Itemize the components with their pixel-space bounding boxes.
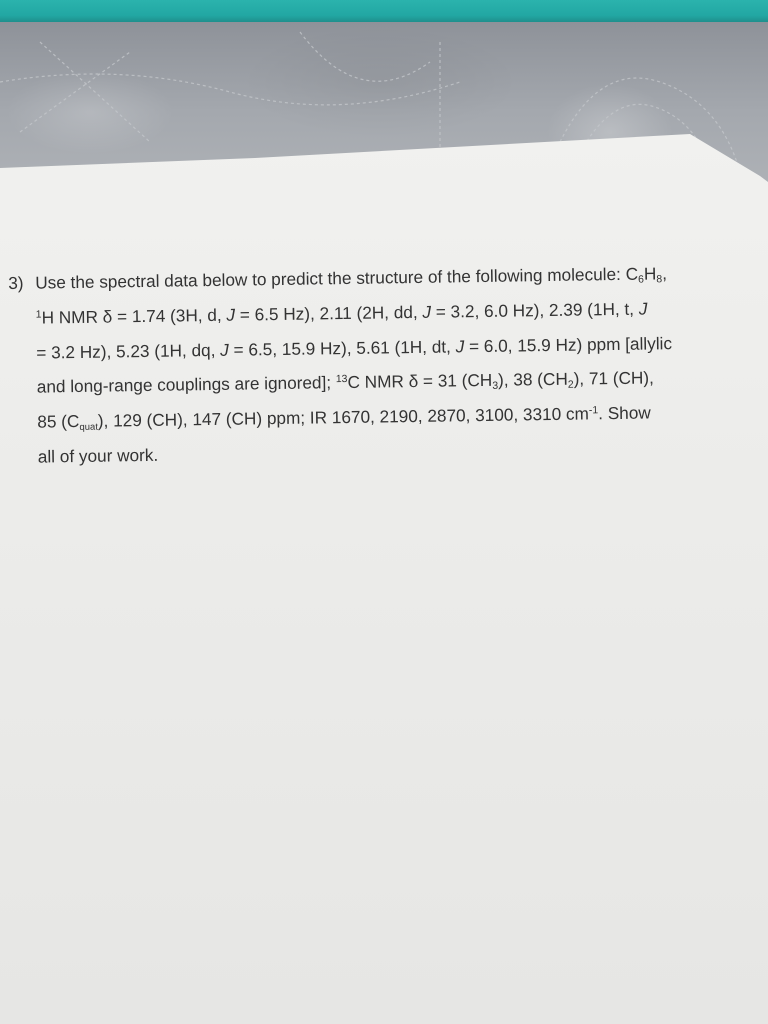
text-segment: C NMR δ = 31 (CH bbox=[347, 370, 493, 393]
text-segment: ), 71 (CH), bbox=[573, 367, 654, 390]
text-segment: and long-range couplings are ignored]; bbox=[36, 372, 336, 397]
subscript: 6 bbox=[638, 273, 645, 286]
text-segment: = 3.2 Hz), 5.23 (1H, dq, bbox=[36, 339, 221, 363]
text-segment: ), 38 (CH bbox=[497, 369, 568, 391]
question-number: 3) bbox=[8, 272, 24, 293]
question-text bbox=[35, 255, 756, 474]
text-segment: = 6.5, 15.9 Hz), 5.61 (1H, dt, bbox=[228, 335, 456, 360]
coupling-symbol: J bbox=[226, 304, 236, 325]
text-segment: = 6.5 Hz), 2.11 (2H, dd, bbox=[234, 301, 423, 325]
text-segment: H NMR δ = 1.74 (3H, d, bbox=[41, 304, 227, 328]
teal-folder-edge bbox=[0, 0, 768, 22]
superscript: 1 bbox=[35, 308, 42, 321]
text-segment: 85 (C bbox=[37, 411, 80, 432]
coupling-symbol: J bbox=[422, 301, 432, 322]
subscript: 3 bbox=[492, 380, 499, 393]
text-segment: = 6.0, 15.9 Hz) ppm [allylic bbox=[464, 332, 673, 356]
text-segment: . Show bbox=[598, 402, 651, 424]
coupling-symbol: J bbox=[638, 298, 648, 319]
question-block bbox=[8, 255, 756, 475]
text-segment: Use the spectral data below to predict the structure of the following molecule: C bbox=[35, 263, 639, 293]
text-segment: = 3.2, 6.0 Hz), 2.39 (1H, t, bbox=[430, 298, 639, 322]
text-segment: H bbox=[643, 263, 657, 284]
subscript: 8 bbox=[656, 273, 663, 286]
text-segment: all of your work. bbox=[37, 444, 159, 467]
coupling-symbol: J bbox=[455, 335, 465, 356]
superscript: 13 bbox=[335, 373, 348, 386]
superscript: -1 bbox=[588, 404, 599, 417]
text-segment: ), 129 (CH), 147 (CH) ppm; IR 1670, 2190, 2870, 3100, 3310 cm bbox=[97, 403, 589, 431]
text-segment: , bbox=[661, 263, 668, 284]
coupling-symbol: J bbox=[220, 339, 229, 360]
subscript: quat bbox=[79, 421, 99, 434]
subscript: 2 bbox=[567, 379, 574, 392]
